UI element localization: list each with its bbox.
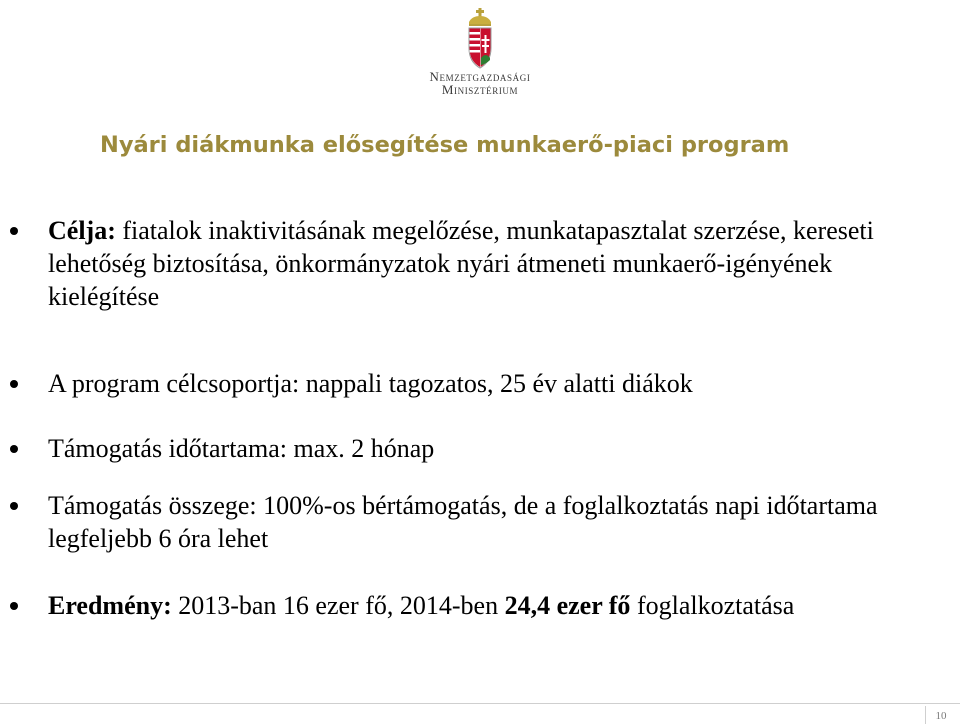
bullet-item-amount [48,489,948,555]
bullet-item-target-group [48,367,948,400]
ministry-name-line-2: Minisztérium [441,82,519,97]
bullet-dot-icon [10,380,18,388]
bullet-item-goal [48,214,948,313]
page-number: 10 [925,706,956,724]
bullet-text: foglalkoztatása [630,591,795,620]
bullet-text: fiatalok inaktivitásának megelőzése, munkatapasztalat szerzése, kereseti lehetőség biztosítása, önkormányzatok nyári átmeneti munkaerő-igényének kielégítése [48,216,874,311]
bullet-text: A program célcsoportja: nappali tagozatos, 25 év alatti diákok [48,369,693,398]
footer-divider [0,703,960,704]
bullet-text: 2013-ban 16 ezer fő, 2014-ben [171,591,505,620]
bullet-dot-icon [10,602,18,610]
bullet-label: Eredmény: [48,591,172,620]
bullet-dot-icon [10,502,18,510]
bullet-text: Támogatás összege: 100%-os bértámogatás, de a foglalkoztatás napi időtartama legfeljebb 6 óra lehet [48,491,878,553]
ministry-name-line-1: Nemzetgazdasági [429,69,531,84]
slide-title: Nyári diákmunka elősegítése munkaerő-piaci program [100,132,790,158]
bullet-label: Célja: [48,216,116,245]
bullet-dot-icon [10,227,18,235]
bullet-highlight: 24,4 ezer fő [504,591,631,620]
bullet-item-result [48,589,948,622]
bullet-item-duration [48,432,948,465]
bullet-text: Támogatás időtartama: max. 2 hónap [48,434,435,463]
bullet-dot-icon [10,445,18,453]
